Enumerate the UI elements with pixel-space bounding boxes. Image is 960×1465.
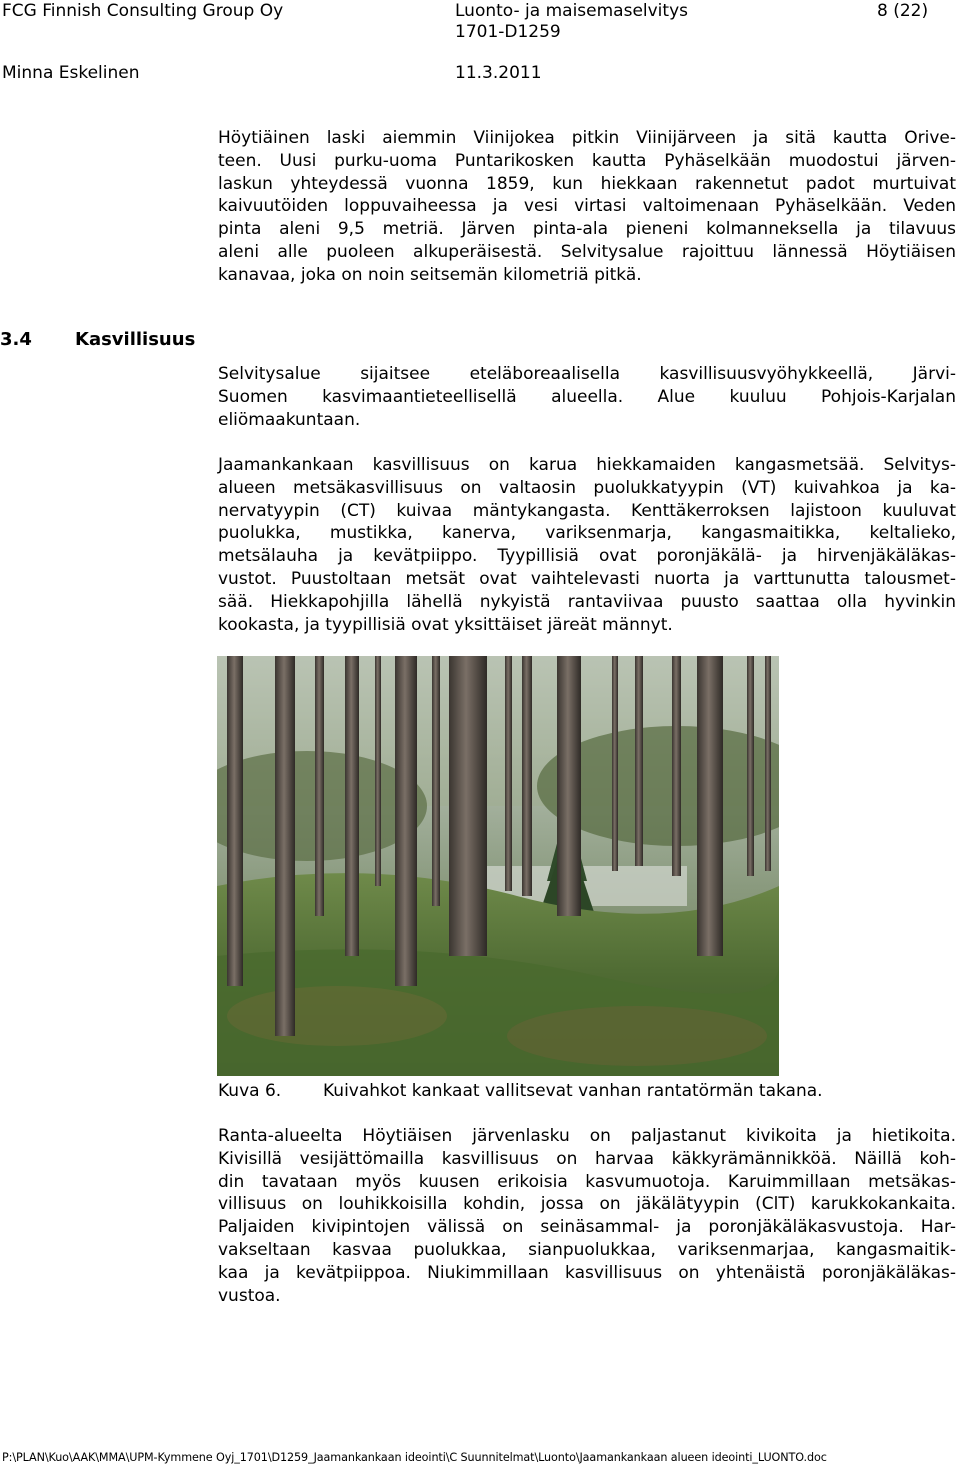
author-name: Minna Eskelinen: [2, 63, 140, 83]
text-line: laskun yhteydessä vuonna 1859, kun hiekkaan rakennetut padot murtuivat: [218, 173, 956, 194]
text-line: kaa ja kevätpiippoa. Niukimmillaan kasvillisuus on yhtenäistä poronjäkäläkas-: [218, 1262, 956, 1283]
text-line: din tavataan myös kuusen erikoisia kasvumuotoja. Karuimmillaan metsäkas-: [218, 1171, 956, 1192]
report-title: Luonto- ja maisemaselvitys: [455, 1, 688, 21]
text-line: Ranta-alueelta Höytiäisen järvenlasku on paljastanut kivikoita ja hietikoita.: [218, 1126, 956, 1146]
text-line: Paljaiden kivipintojen välissä on seinäsammal- ja poronjäkäläkasvustoja. Har-: [218, 1217, 956, 1238]
text-line: Suomen kasvimaantieteellisellä alueella. Alue kuuluu Pohjois-Karjalan: [218, 386, 956, 407]
text-line: vustoa.: [218, 1285, 281, 1306]
page-number: 8 (22): [877, 1, 929, 21]
text-line: villisuus on louhikkoisilla kohdin, jossa on jäkälätyypin (ClT) karukkokankaita.: [218, 1194, 956, 1215]
section-title: Kasvillisuus: [75, 329, 196, 350]
text-line: Höytiäinen laski aiemmin Viinijokea pitkin Viinijärveen ja sitä kautta Orive-: [218, 128, 956, 148]
report-code: 1701-D1259: [455, 22, 561, 42]
figure-caption: Kuivahkot kankaat vallitsevat vanhan rantatörmän takana.: [323, 1081, 823, 1101]
text-line: alueen metsäkasvillisuus on valtaosin puolukkatyypin (VT) kuivahkoa ja ka-: [218, 477, 956, 498]
text-line: vustot. Puustoltaan metsät ovat vaihtelevasti nuorta ja varttunutta talousmet-: [218, 568, 956, 589]
figure-label: Kuva 6.: [218, 1081, 282, 1101]
text-line: teen. Uusi purku-uoma Puntarikosken kautta Pyhäselkään muodostui järven-: [218, 150, 956, 171]
section-number: 3.4: [0, 329, 32, 350]
text-line: kaivuutöiden loppuvaiheessa ja vesi virtasi valtoimenaan Pyhäselkään. Veden: [218, 196, 956, 217]
shore-vegetation-paragraph: [218, 1125, 956, 1307]
text-line: kanavaa, joka on noin seitsemän kilometriä pitkä.: [218, 264, 642, 285]
forest-photo: [217, 656, 779, 1076]
text-line: aleni alle puoleen alkuperäisestä. Selvitysalue rajoittuu lännessä Höytiäisen: [218, 241, 956, 262]
text-line: puolukka, mustikka, kanerva, variksenmarja, kangasmaitikka, keltalieko,: [218, 523, 956, 544]
text-line: vakseltaan kasvaa puolukkaa, sianpuolukkaa, variksenmarjaa, kangasmaitik-: [218, 1239, 956, 1260]
text-line: Jaamankankaan kasvillisuus on karua hiekkamaiden kangasmetsää. Selvitys-: [218, 455, 956, 475]
text-line: nervatyypin (CT) kuivaa mäntykangasta. Kenttäkerroksen lajistoon kuuluvat: [218, 500, 956, 521]
footer-file-path: P:\PLAN\Kuo\AAK\MMA\UPM-Kymmene Oyj_1701\D1259_Jaamankankaan ideointi\C Suunnitelmat\Luonto\Jaamankankaan alueen ideointi_LUONTO.doc: [2, 1451, 827, 1464]
text-line: Kivisillä vesijättömailla kasvillisuus on harvaa käkkyrämännikköä. Näillä koh-: [218, 1148, 956, 1169]
intro-paragraph: [218, 127, 956, 287]
text-line: pinta aleni 9,5 metriä. Järven pinta-ala pieneni kolmanneksella ja tilavuus: [218, 219, 956, 240]
text-line: metsälauha ja kevätpiippo. Tyypillisiä ovat poronjäkälä- ja hirvenjäkäläkas-: [218, 546, 956, 567]
forest-vegetation-paragraph: [218, 454, 956, 636]
text-line: sää. Hiekkapohjilla lähellä nykyistä rantaviivaa puusto saattaa olla hyvinkin: [218, 591, 956, 612]
text-line: eliömaakuntaan.: [218, 409, 361, 430]
text-line: Selvitysalue sijaitsee eteläboreaalisella kasvillisuusvyöhykkeellä, Järvi-: [218, 364, 956, 384]
document-date: 11.3.2011: [455, 63, 542, 83]
text-line: kookasta, ja tyypillisiä ovat yksittäiset järeät männyt.: [218, 614, 673, 635]
company-name: FCG Finnish Consulting Group Oy: [2, 1, 284, 21]
vegetation-zone-paragraph: [218, 363, 956, 431]
